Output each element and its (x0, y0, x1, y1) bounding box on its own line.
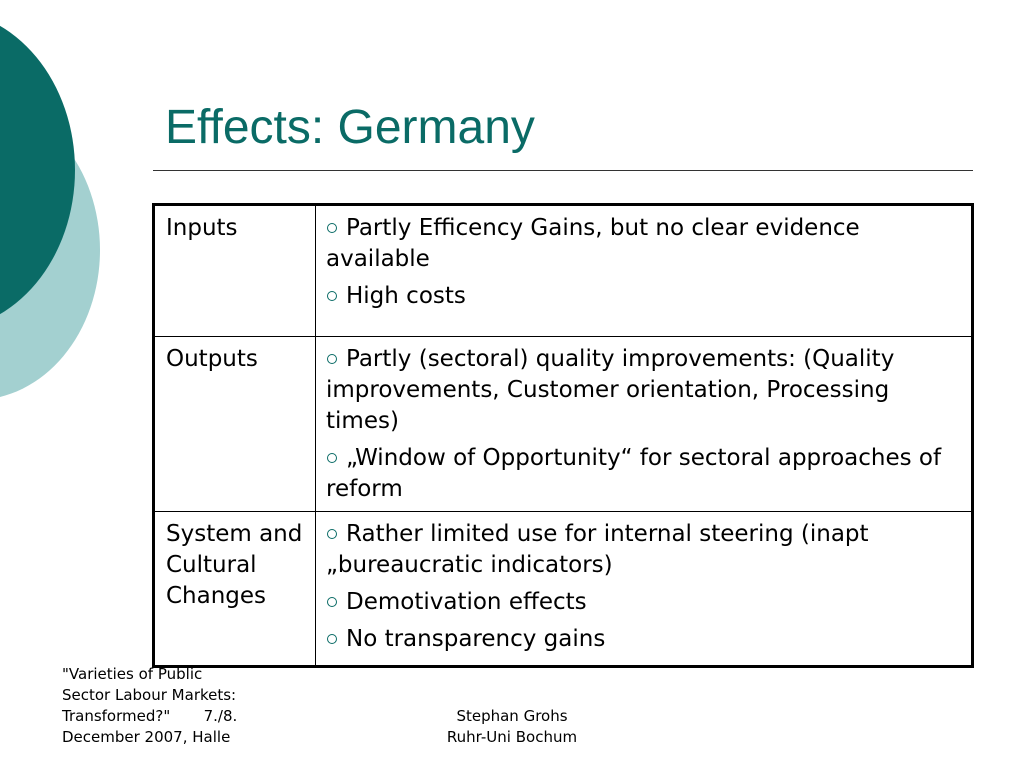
bullet-text: Partly (sectoral) quality improvements: (Quality improvements, Customer orientation, Processing times) (326, 346, 895, 434)
list-item (326, 443, 961, 505)
circle-bullet-icon (327, 291, 337, 301)
circle-bullet-icon (327, 223, 337, 233)
bullet-list (326, 344, 961, 505)
bullet-text: No transparency gains (346, 626, 606, 652)
circle-bullet-icon (327, 597, 337, 607)
list-item (326, 344, 961, 437)
effects-table (152, 203, 974, 668)
list-item (326, 519, 961, 581)
footer-author (400, 706, 624, 748)
table-row-inputs (154, 205, 973, 337)
row-content-inputs (316, 205, 973, 337)
row-label-inputs: Inputs (154, 205, 316, 337)
footer-author-name: Stephan Grohs (456, 707, 568, 725)
circle-bullet-icon (327, 634, 337, 644)
row-label-outputs: Outputs (154, 337, 316, 512)
circle-bullet-icon (327, 354, 337, 364)
table-row-outputs (154, 337, 973, 512)
row-label-system: System and Cultural Changes (154, 512, 316, 667)
footer-author-affiliation: Ruhr-Uni Bochum (446, 728, 578, 746)
circle-bullet-icon (327, 453, 337, 463)
bullet-text: High costs (346, 283, 466, 309)
list-item (326, 587, 961, 618)
footer-citation: "Varieties of Public Sector Labour Markets: Transformed?" 7./8. December 2007, Halle (62, 665, 238, 746)
row-content-system (316, 512, 973, 667)
circle-bullet-icon (327, 529, 337, 539)
bullet-text: Demotivation effects (346, 589, 587, 615)
bullet-text: Rather limited use for internal steering (inapt „bureaucratic indicators) (326, 521, 869, 578)
title-divider (153, 170, 973, 171)
list-item (326, 281, 961, 312)
list-item (326, 213, 961, 275)
row-content-outputs (316, 337, 973, 512)
list-item (326, 624, 961, 655)
bullet-text: „Window of Opportunity“ for sectoral approaches of reform (326, 445, 942, 502)
bullet-text: Partly Efficency Gains, but no clear evidence available (326, 215, 860, 272)
bullet-list (326, 213, 961, 312)
slide-title: Effects: Germany (165, 101, 535, 154)
bullet-list (326, 519, 961, 655)
table-row-system (154, 512, 973, 667)
